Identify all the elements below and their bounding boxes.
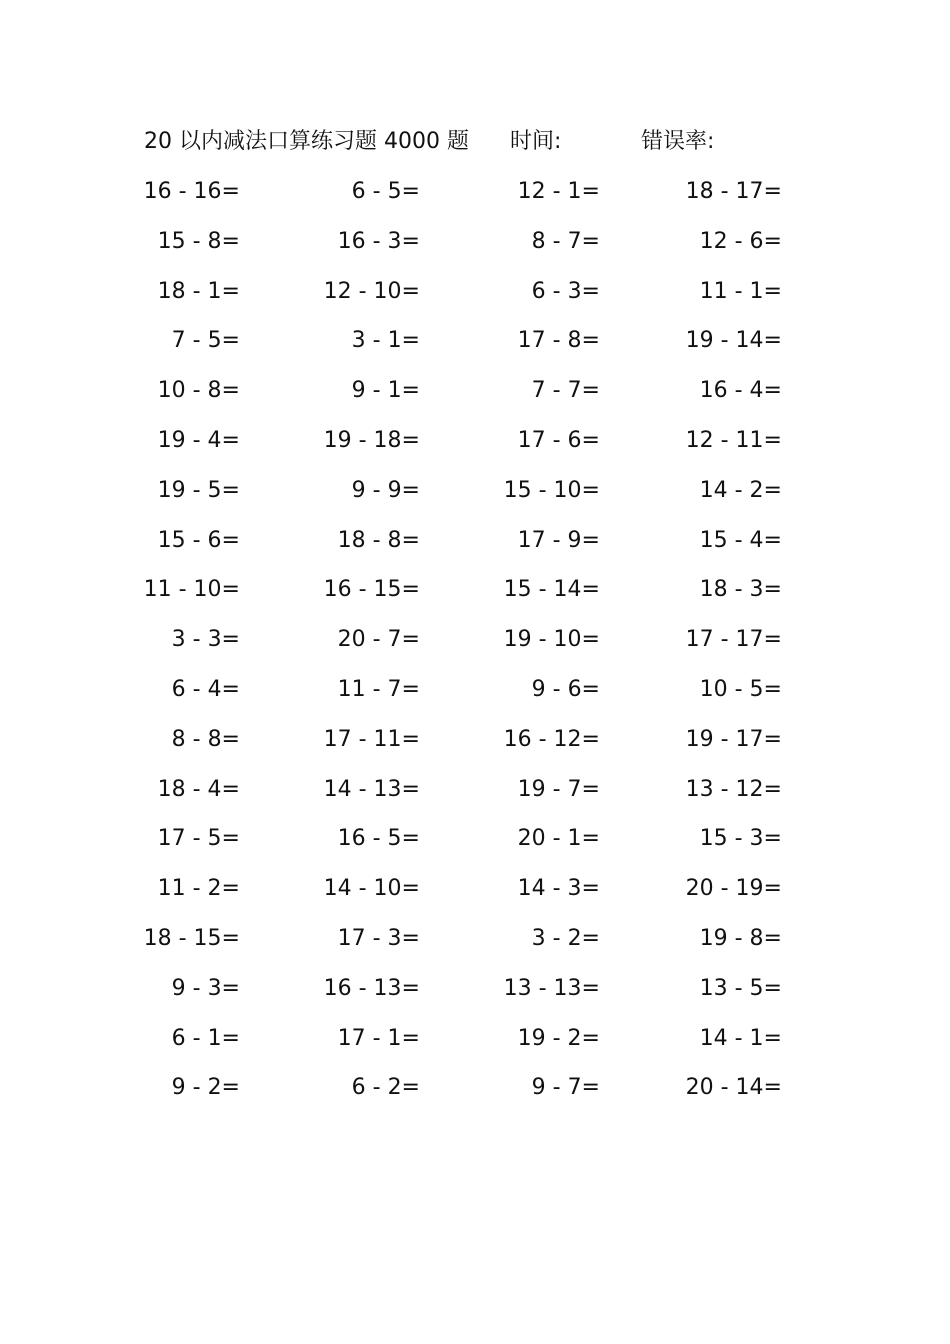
- problem-cell: 12 - 10=: [323, 278, 420, 304]
- problem-row: [0, 1019, 950, 1069]
- problem-cell: 7 - 7=: [531, 378, 600, 404]
- problem-cell: 17 - 8=: [517, 328, 600, 354]
- problem-row: [0, 969, 950, 1019]
- problem-cell: 15 - 6=: [157, 527, 240, 553]
- problem-row: [0, 471, 950, 521]
- problem-cell: 19 - 17=: [685, 726, 782, 752]
- problem-cell: 6 - 1=: [171, 1025, 240, 1051]
- problem-cell: 15 - 14=: [503, 577, 600, 603]
- problem-row: [0, 521, 950, 571]
- problem-row: [0, 222, 950, 272]
- problem-row: [0, 819, 950, 869]
- problem-cell: 17 - 9=: [517, 527, 600, 553]
- problem-row: [0, 720, 950, 770]
- problem-cell: 3 - 1=: [351, 328, 420, 354]
- problem-cell: 17 - 6=: [517, 427, 600, 453]
- problem-cell: 19 - 18=: [323, 427, 420, 453]
- problem-cell: 17 - 3=: [337, 925, 420, 951]
- problem-cell: 15 - 3=: [699, 826, 782, 852]
- problem-cell: 17 - 1=: [337, 1025, 420, 1051]
- problem-cell: 12 - 11=: [685, 427, 782, 453]
- worksheet-title: 20 以内减法口算练习题 4000 题: [144, 129, 469, 154]
- problem-cell: 6 - 4=: [171, 676, 240, 702]
- problem-cell: 16 - 12=: [503, 726, 600, 752]
- problem-cell: 19 - 5=: [157, 477, 240, 503]
- problem-cell: 19 - 4=: [157, 427, 240, 453]
- problem-cell: 3 - 3=: [171, 627, 240, 653]
- problem-cell: 19 - 8=: [699, 925, 782, 951]
- problem-cell: 11 - 10=: [143, 577, 240, 603]
- problem-row: [0, 670, 950, 720]
- problem-cell: 15 - 8=: [157, 228, 240, 254]
- problem-cell: 14 - 10=: [323, 876, 420, 902]
- problem-cell: 9 - 9=: [351, 477, 420, 503]
- problem-cell: 8 - 7=: [531, 228, 600, 254]
- problem-cell: 20 - 1=: [517, 826, 600, 852]
- problem-row: [0, 919, 950, 969]
- problem-row: [0, 272, 950, 322]
- problem-cell: 9 - 3=: [171, 975, 240, 1001]
- problem-cell: 17 - 17=: [685, 627, 782, 653]
- error-rate-label: 错误率:: [641, 129, 715, 154]
- problem-row: [0, 620, 950, 670]
- problem-cell: 8 - 8=: [171, 726, 240, 752]
- time-label: 时间:: [510, 129, 562, 154]
- problem-cell: 14 - 13=: [323, 776, 420, 802]
- problem-cell: 19 - 7=: [517, 776, 600, 802]
- problem-row: [0, 1068, 950, 1118]
- problem-cell: 18 - 3=: [699, 577, 782, 603]
- problem-cell: 18 - 4=: [157, 776, 240, 802]
- problem-cell: 19 - 10=: [503, 627, 600, 653]
- problem-cell: 11 - 2=: [157, 876, 240, 902]
- problem-cell: 19 - 2=: [517, 1025, 600, 1051]
- problem-cell: 16 - 4=: [699, 378, 782, 404]
- problem-cell: 12 - 6=: [699, 228, 782, 254]
- problem-row: [0, 421, 950, 471]
- problem-cell: 9 - 1=: [351, 378, 420, 404]
- problem-cell: 16 - 13=: [323, 975, 420, 1001]
- problem-cell: 17 - 5=: [157, 826, 240, 852]
- problem-cell: 17 - 11=: [323, 726, 420, 752]
- problem-cell: 20 - 19=: [685, 876, 782, 902]
- problem-cell: 6 - 2=: [351, 1075, 420, 1101]
- problem-cell: 20 - 14=: [685, 1075, 782, 1101]
- problem-cell: 13 - 12=: [685, 776, 782, 802]
- problem-row: [0, 869, 950, 919]
- problem-cell: 14 - 2=: [699, 477, 782, 503]
- problem-cell: 10 - 8=: [157, 378, 240, 404]
- problem-cell: 20 - 7=: [337, 627, 420, 653]
- problem-row: [0, 770, 950, 820]
- problem-cell: 15 - 4=: [699, 527, 782, 553]
- problem-row: [0, 321, 950, 371]
- problem-cell: 19 - 14=: [685, 328, 782, 354]
- problem-cell: 18 - 15=: [143, 925, 240, 951]
- problem-cell: 18 - 8=: [337, 527, 420, 553]
- problem-cell: 18 - 17=: [685, 179, 782, 204]
- problem-cell: 3 - 2=: [531, 925, 600, 951]
- problem-cell: 13 - 5=: [699, 975, 782, 1001]
- problem-cell: 14 - 3=: [517, 876, 600, 902]
- problem-row: [0, 172, 950, 222]
- problem-cell: 16 - 3=: [337, 228, 420, 254]
- problem-cell: 9 - 2=: [171, 1075, 240, 1101]
- problem-cell: 11 - 7=: [337, 676, 420, 702]
- problem-cell: 15 - 10=: [503, 477, 600, 503]
- problem-cell: 16 - 15=: [323, 577, 420, 603]
- problem-grid: [0, 172, 950, 1118]
- problem-cell: 18 - 1=: [157, 278, 240, 304]
- problem-cell: 16 - 5=: [337, 826, 420, 852]
- problem-cell: 9 - 6=: [531, 676, 600, 702]
- problem-row: [0, 570, 950, 620]
- worksheet-header: [144, 126, 844, 158]
- problem-row: [0, 371, 950, 421]
- problem-cell: 14 - 1=: [699, 1025, 782, 1051]
- problem-cell: 16 - 16=: [143, 179, 240, 204]
- problem-cell: 11 - 1=: [699, 278, 782, 304]
- problem-cell: 13 - 13=: [503, 975, 600, 1001]
- problem-cell: 6 - 5=: [351, 179, 420, 204]
- problem-cell: 10 - 5=: [699, 676, 782, 702]
- problem-cell: 12 - 1=: [517, 179, 600, 204]
- problem-cell: 6 - 3=: [531, 278, 600, 304]
- problem-cell: 9 - 7=: [531, 1075, 600, 1101]
- problem-cell: 7 - 5=: [171, 328, 240, 354]
